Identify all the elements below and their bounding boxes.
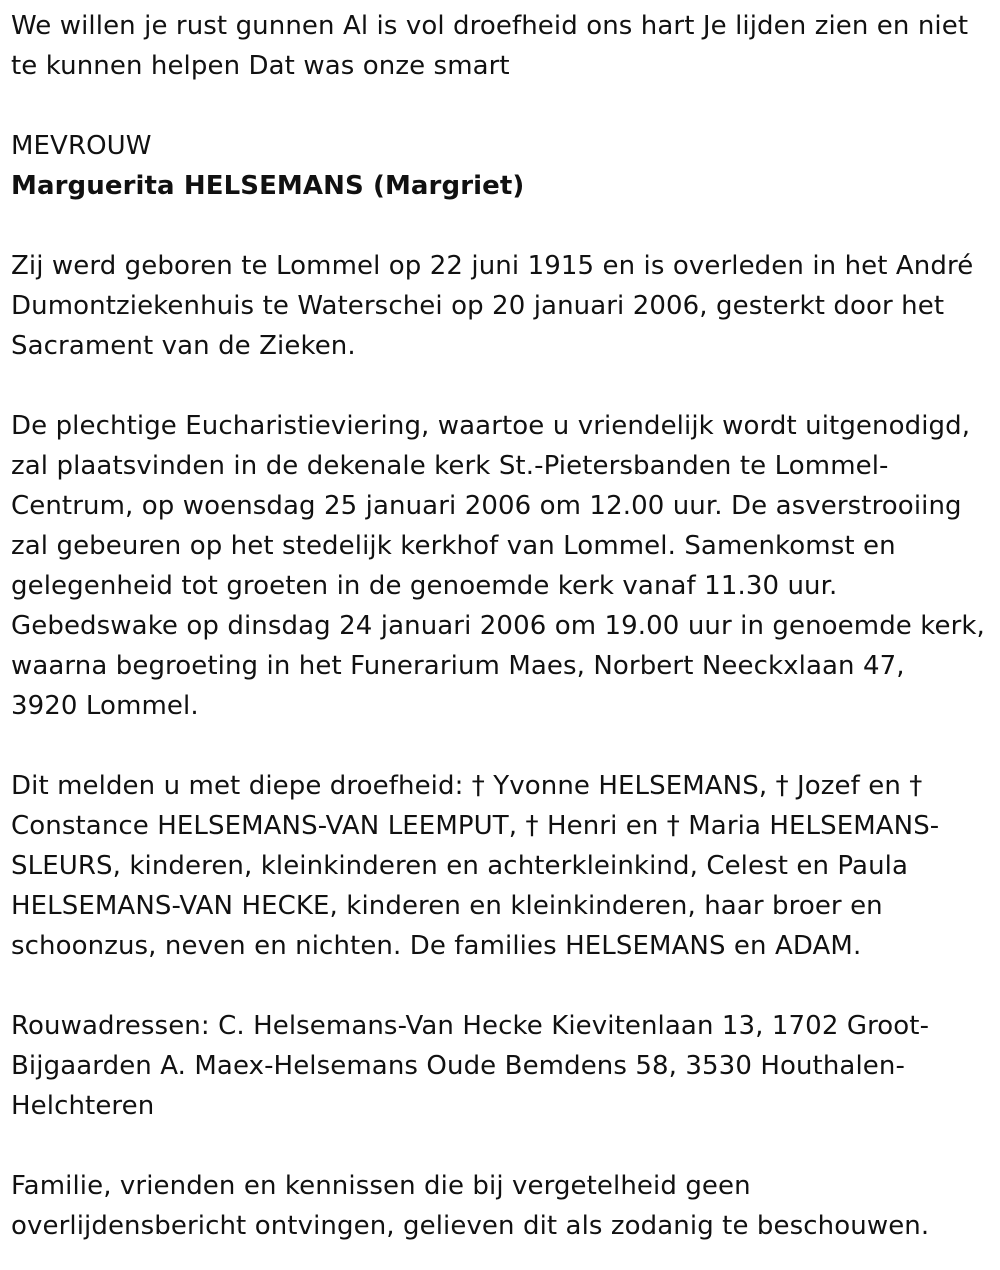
closing-paragraph: Familie, vrienden en kennissen die bij vergetelheid geen overlijdensbericht ontvingen, gelieven dit als zodanig te beschouwen.: [11, 1171, 930, 1241]
birth-death-paragraph: Zij werd geboren te Lommel op 22 juni 1915 en is overleden in het André Dumontziekenhuis te Waterschei op 20 januari 2006, gesterkt door het Sacrament van de Zieken.: [11, 251, 974, 361]
deceased-name: Marguerita HELSEMANS (Margriet): [11, 171, 525, 201]
addresses-paragraph: Rouwadressen: C. Helsemans-Van Hecke Kievitenlaan 13, 1702 Groot- Bijgaarden A. Maex-Helsemans Oude Bemdens 58, 3530 Houthalen- Helchteren: [11, 1011, 930, 1121]
honorific: MEVROUW: [11, 131, 152, 161]
poem-paragraph: We willen je rust gunnen Al is vol droefheid ons hart Je lijden zien en niet te kunnen helpen Dat was onze smart: [11, 11, 969, 81]
ceremony-paragraph: De plechtige Eucharistieviering, waartoe u vriendelijk wordt uitgenodigd, zal plaatsvinden in de dekenale kerk St.-Pietersbanden te Lommel- Centrum, op woensdag 25 januari 2006 om 12.00 uur. De asverstrooiing zal gebeuren op het stedelijk kerkhof van Lommel. Samenkomst en gelegenheid tot groeten in de genoemde kerk vanaf 11.30 uur. Gebedswake op dinsdag 24 januari 2006 om 19.00 uur in genoemde kerk, waarna begroeting in het Funerarium Maes, Norbert Neeckxlaan 47, 3920 Lommel.: [11, 411, 985, 721]
family-paragraph: Dit melden u met diepe droefheid: † Yvonne HELSEMANS, † Jozef en † Constance HELSEMANS-VAN LEEMPUT, † Henri en † Maria HELSEMANS- SLEURS, kinderen, kleinkinderen en achterkleinkind, Celest en Paula HELSEMANS-VAN HECKE, kinderen en kleinkinderen, haar broer en schoonzus, neven en nichten. De families HELSEMANS en ADAM.: [11, 771, 940, 961]
